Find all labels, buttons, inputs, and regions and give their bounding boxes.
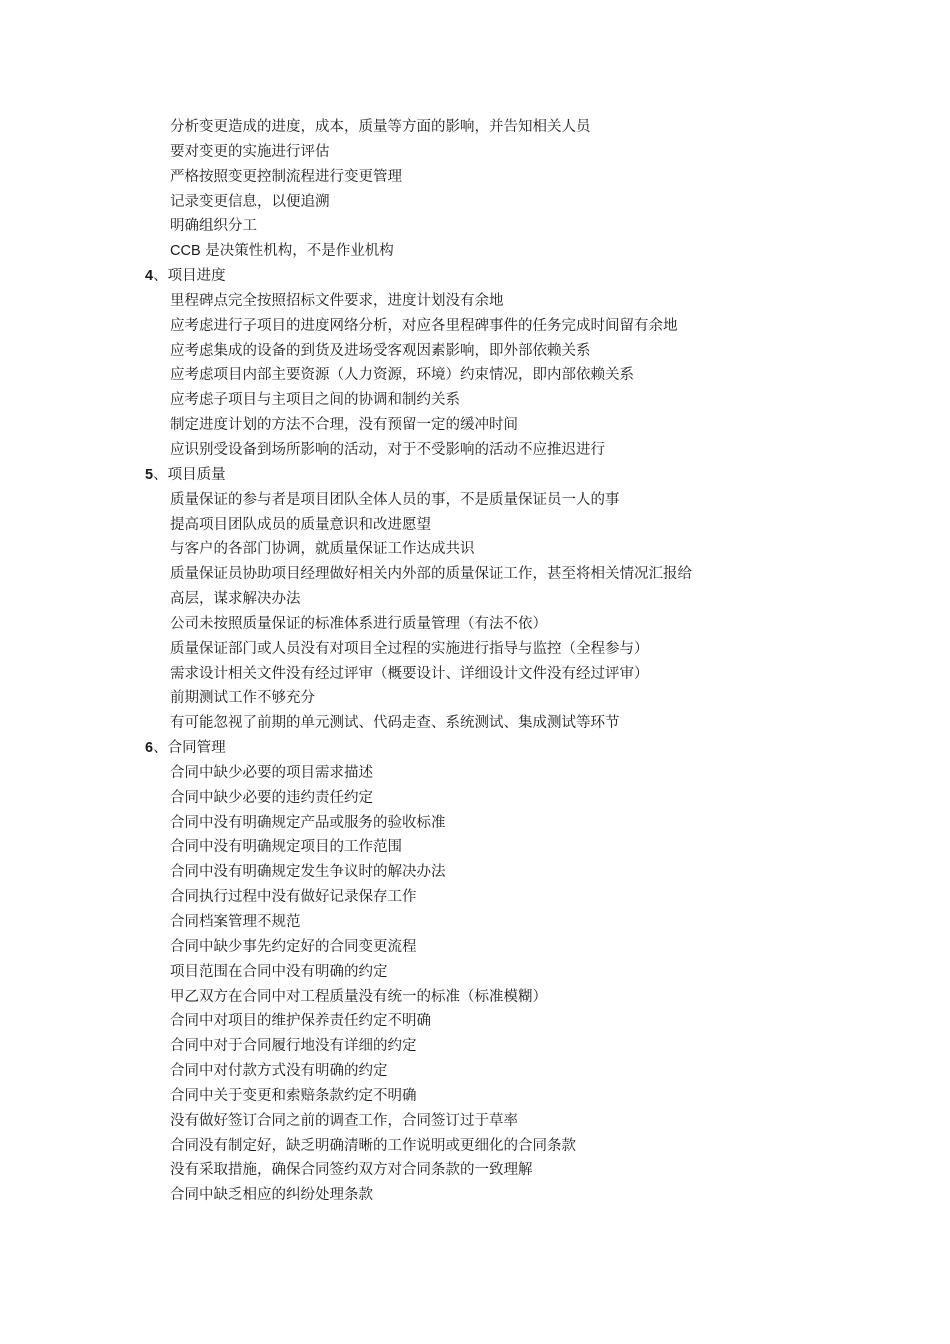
list-item: 应考虑项目内部主要资源（人力资源，环境）约束情况，即内部依赖关系 [170,367,634,384]
section-title: 、项目进度 [153,268,226,285]
list-item: 合同中缺乏相应的纠纷处理条款 [170,1187,373,1204]
section-heading-contract [0,736,950,761]
list-item: 合同档案管理不规范 [170,914,301,930]
list-item: 合同中对于合同履行地没有详细的约定 [170,1038,417,1055]
section-number: 4 [145,268,154,285]
list-item: 合同中没有明确规定发生争议时的解决办法 [170,864,446,881]
list-item: 没有做好签订合同之前的调查工作，合同签订过于草率 [170,1112,518,1129]
list-item: 合同中对项目的维护保养责任约定不明确 [170,1013,431,1030]
list-item: 项目范围在合同中没有明确的约定 [170,963,388,980]
section-number: 6 [145,740,154,757]
document-page [0,115,950,1208]
list-item: 高层，谋求解决办法 [170,591,301,608]
list-item: 提高项目团队成员的质量意识和改进愿望 [170,516,431,533]
list-item: 分析变更造成的进度，成本，质量等方面的影响，并告知相关人员 [170,119,591,135]
section-title: 、项目质量 [153,466,226,483]
list-item: 质量保证部门或人员没有对项目全过程的实施进行指导与监控（全程参与） [170,640,649,657]
list-item: 与客户的各部门协调，就质量保证工作达成共识 [170,541,475,558]
list-item: 应识别受设备到场所影响的活动，对于不受影响的活动不应推迟进行 [170,441,605,458]
list-item: 应考虑进行子项目的进度网络分析，对应各里程碑事件的任务完成时间留有余地 [170,317,678,334]
list-item: 合同中缺少必要的项目需求描述 [170,764,373,781]
list-item: 严格按照变更控制流程进行变更管理 [170,168,402,185]
list-item: 质量保证的参与者是项目团队全体人员的事，不是质量保证员一人的事 [170,491,620,508]
list-item: 合同没有制定好，缺乏明确清晰的工作说明或更细化的合同条款 [170,1137,576,1154]
list-item: 合同中对付款方式没有明确的约定 [170,1063,388,1080]
list-item: 公司未按照质量保证的标准体系进行质量管理（有法不依） [170,615,547,632]
list-item: 要对变更的实施进行评估 [170,143,330,160]
list-item: 合同中没有明确规定项目的工作范围 [170,839,402,856]
list-item: 合同中缺少必要的违约责任约定 [170,789,373,806]
list-item: 应考虑集成的设备的到货及进场受客观因素影响，即外部依赖关系 [170,342,591,359]
section-heading-quality [0,463,950,488]
list-item: 甲乙双方在合同中对工程质量没有统一的标准（标准模糊） [170,988,547,1005]
list-item: 里程碑点完全按照招标文件要求，进度计划没有余地 [170,292,504,309]
list-item: 合同中没有明确规定产品或服务的验收标准 [170,814,446,831]
ccb-abbreviation: CCB [170,243,201,260]
list-item: 合同中关于变更和索赔条款约定不明确 [170,1087,417,1104]
list-item: 合同中缺少事先约定好的合同变更流程 [170,938,417,955]
list-item: 记录变更信息，以便追溯 [170,193,330,210]
list-item: 明确组织分工 [170,218,257,235]
list-item: 质量保证员协助项目经理做好相关内外部的质量保证工作，甚至将相关情况汇报给 [170,566,692,583]
list-item: 没有采取措施，确保合同签约双方对合同条款的一致理解 [170,1162,533,1179]
list-item: 需求设计相关文件没有经过评审（概要设计、详细设计文件没有经过评审） [170,665,649,682]
list-item: 合同执行过程中没有做好记录保存工作 [170,889,417,906]
list-item: 制定进度计划的方法不合理，没有预留一定的缓冲时间 [170,417,518,434]
list-item: 有可能忽视了前期的单元测试、代码走查、系统测试、集成测试等环节 [170,715,620,732]
list-item: 前期测试工作不够充分 [170,690,315,707]
section-number: 5 [145,466,154,483]
section-heading-schedule [0,264,950,289]
list-item-ccb [0,239,790,264]
list-item: 应考虑子项目与主项目之间的协调和制约关系 [170,392,460,409]
ccb-text: 是决策性机构，不是作业机构 [200,243,394,260]
section-title: 、合同管理 [153,740,226,757]
